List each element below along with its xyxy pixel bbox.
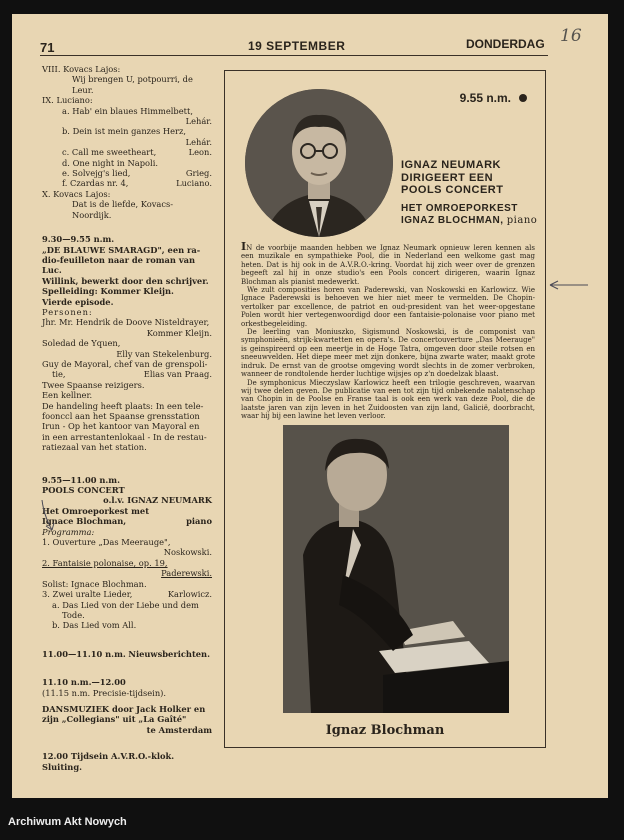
feature-subtitle (401, 203, 541, 227)
setting-line: De handeling heeft plaats: In een tele- (42, 400, 204, 411)
portrait-neumark (245, 89, 393, 237)
setting-line: in een arrestantenlokaal - In de restau- (42, 431, 207, 442)
work-line: Tode. (62, 609, 85, 620)
feature-subtitle-role: piano (506, 215, 538, 226)
list-item: Lehár. (185, 116, 212, 127)
list-item: IX. Luciano: (42, 95, 93, 106)
dropcap: I (241, 240, 247, 253)
list-item-title: c. Call me sweetheart, (62, 147, 157, 158)
cast-actor: Elias van Praag. (143, 369, 212, 380)
list-item: Lehár. (185, 136, 212, 147)
soloist-instrument: piano (186, 516, 212, 527)
program-time: 11.00—11.10 n.m. (42, 648, 126, 659)
list-item: a. Hab' ein blaues Himmelbett, (62, 105, 193, 116)
program-time: 9.30—9.55 n.m. (42, 234, 115, 245)
list-item (42, 168, 212, 178)
work-composer: Karlowicz. (167, 589, 212, 600)
cast-line: Soledad de Yquen, (42, 338, 121, 349)
spacer (42, 659, 212, 677)
header-rule (40, 55, 548, 56)
cast-line: Jhr. Mr. Hendrik de Doove Nisteldrayer, (42, 317, 210, 328)
feature-title (401, 159, 541, 197)
program-line: zijn „Collegians" uit „La Gaîté" (42, 714, 187, 725)
program-venue: te Amsterdam (146, 724, 212, 735)
spacer (42, 735, 212, 751)
article-paragraph: We zult composities horen van Paderewski, van Noskowski en Karlowicz. Wie Ignace Paderewski is behoeven we hier niet meer te vermelden. De Chopin-vertolker par excellence, de patriot en oud-president van het weer-opgestane Polen wordt hier vertegenwoordigd door een fantaisie-polonaise voor piano met orkestbegeleiding. (241, 286, 535, 328)
soloist-line: Solist: Ignace Blochman. (42, 578, 147, 589)
list-item: d. One night in Napoli. (62, 157, 158, 168)
cast-line: Kommer Kleijn. (146, 327, 212, 338)
archive-footer (0, 798, 624, 840)
list-item: VIII. Kovacs Lajos: (42, 64, 121, 74)
list-item: b. Dein ist mein ganzes Herz, (62, 126, 186, 137)
feature-title-line: DIRIGEERT EEN (401, 171, 494, 184)
setting-line: Irun - Op het kantoor van Mayoral en (42, 421, 200, 432)
work-line: Paderewski. (161, 568, 212, 579)
program-block-1 (42, 234, 212, 453)
article-paragraph: De leerling van Moniuszko, Sigismund Noskowski, is de componist van symphonieën, strijk-kwartetten en opera's. De concertouverture „Das Meerauge" is geinspireerd op een meertje in de Hoge Tatra, omgeven door steile rotsen en sneeuwvelden. Het diepe meer met zijn donkere, bijna zwarte water, maakt grote indruk. De ernst van de grootse omgeving wordt slechts in de zomer verbroken, wanneer de rondtolende herder luchtige wijsjes op z'n doedelzak blaast. (241, 328, 535, 379)
program-title: Nieuwsberichten. (128, 648, 210, 659)
list-item-composer: Grieg. (185, 168, 212, 179)
list-item-title: f. Czardas nr. 4, (62, 178, 129, 189)
spacer (42, 631, 212, 649)
program-line (42, 516, 212, 526)
work-line: Noskowski. (163, 547, 212, 558)
page-number: 71 (40, 40, 55, 55)
page-day: DONDERDAG (466, 37, 545, 51)
bullet-icon (519, 94, 527, 102)
personen-label: Personen: (42, 306, 93, 317)
program-time: 9.55—11.00 n.m. (42, 474, 120, 485)
list-item-composer: Leon. (188, 147, 212, 158)
program-time: 11.10 n.m.—12.00 (42, 677, 126, 688)
list-item: Wij brengen U, potpourri, de Leur. (72, 74, 193, 95)
annotation-arrow-icon (546, 278, 590, 292)
soloist-name: Ignace Blochman, (42, 516, 127, 527)
setting-line: foonccl aan het Spaanse grensstation (42, 411, 200, 421)
cast-line: Een kellner. (42, 390, 93, 401)
cast-line: Guy de Mayoral, chef van de grenspoli- (42, 358, 208, 369)
work-line (42, 589, 212, 599)
article-paragraph: De symphonicus Mieczyslaw Karlowicz heeft een trilogie geschreven, waarvan wij twee delen geven. De publicatie van een tot zijn tijd onbekende nalatenschap van Chopin in de Poolse en Franse taal is ook een werk van deze Pool, die de laatste jaren van zijn leven in het Zuidoosten van zijn land, Galicië, doorbracht, waar hij bij een lawine het leven verloor. (241, 378, 535, 421)
feature-box (224, 70, 546, 748)
program-conductor: o.l.v. IGNAZ NEUMARK (103, 495, 212, 506)
programma-label: Programma: (42, 526, 95, 537)
program-note: (11.15 n.m. Precisie-tijdsein). (42, 687, 167, 698)
work-line: b. Das Lied vom All. (52, 620, 137, 631)
program-line: Willink, bewerkt door den schrijver. (42, 275, 209, 286)
photo-blochman (283, 425, 509, 713)
feature-subtitle-line (401, 215, 541, 227)
program-line: Spelleiding: Kommer Kleijn. (42, 286, 174, 297)
newspaper-page (12, 14, 608, 798)
list-item: Dat is de liefde, Kovacs-Noordijk. (72, 199, 174, 220)
cast-role: tie, (52, 369, 66, 380)
handwritten-page-note: 16 (560, 26, 582, 46)
feature-article (241, 240, 535, 421)
article-text: N de voorbije maanden hebben we Ignaz Neumark opnieuw leren kennen als een muzikale en sympathieke Pool, die in Nederland een welkome gast mag heten. Dat is hij ook in de A.V.R.O.-kring. Voordat hij zich weer over de grenzen begeeft zal hij in onze studio's een Pools concert dirigeren, waarin Ignaz Blochman als pianist medewerkt. (241, 244, 535, 286)
list-item (42, 178, 212, 188)
program-list (42, 64, 212, 220)
spacer (42, 453, 212, 475)
work-line: 1. Ouverture „Das Meerauge", (42, 537, 171, 548)
program-block-2 (42, 475, 212, 631)
work-line: a. Das Lied von der Liebe und dem (52, 599, 199, 610)
cast-line (42, 369, 212, 379)
program-line: „DE BLAUWE SMARAGD", een ra- (42, 244, 201, 255)
cast-line: Elly van Stekelenburg. (116, 348, 212, 359)
cast-line: Twee Spaanse reizigers. (42, 379, 145, 390)
program-line: dio-feuilleton naar de roman van Luc. (42, 254, 196, 276)
feature-time (460, 91, 527, 105)
program-block-5: 12.00 Tijdsein A.V.R.O.-klok. Sluiting. (42, 751, 175, 772)
feature-subtitle-name: IGNAZ BLOCHMAN, (401, 215, 504, 226)
work-title: 3. Zwei uralte Lieder, (42, 589, 133, 600)
feature-title-line: POOLS CONCERT (401, 184, 504, 196)
article-paragraph (241, 240, 535, 286)
program-line: Het Omroeporkest met (42, 505, 150, 516)
program-block-3 (42, 649, 212, 659)
program-title: POOLS CONCERT (42, 485, 125, 496)
archive-name: Archiwum Akt Nowych (8, 816, 127, 828)
program-line: DANSMUZIEK door Jack Holker en (42, 703, 206, 714)
work-line: 2. Fantaisie polonaise, op. 19, (42, 557, 168, 568)
annotation-pen-arrow-icon (38, 498, 66, 534)
setting-line: ratiezaal van het station. (42, 442, 147, 453)
photo-caption: Ignaz Blochman (325, 723, 445, 738)
feature-subtitle-line: HET OMROEPORKEST (401, 203, 518, 214)
episode-label: Vierde episode. (42, 296, 114, 307)
program-block-4 (42, 677, 212, 735)
feature-title-line: IGNAZ NEUMARK (401, 159, 501, 171)
page-date: 19 SEPTEMBER (248, 39, 346, 53)
program-column (42, 64, 212, 772)
portrait-neumark-drawing (245, 89, 393, 237)
list-item-composer: Luciano. (176, 178, 212, 189)
list-item-title: e. Solvejg's lied, (62, 168, 131, 179)
feature-time-text: 9.55 n.m. (459, 91, 511, 105)
spacer (42, 220, 212, 234)
list-item (42, 147, 212, 157)
photo-blochman-drawing (283, 425, 509, 713)
list-item: X. Kovacs Lajos: (42, 188, 111, 199)
